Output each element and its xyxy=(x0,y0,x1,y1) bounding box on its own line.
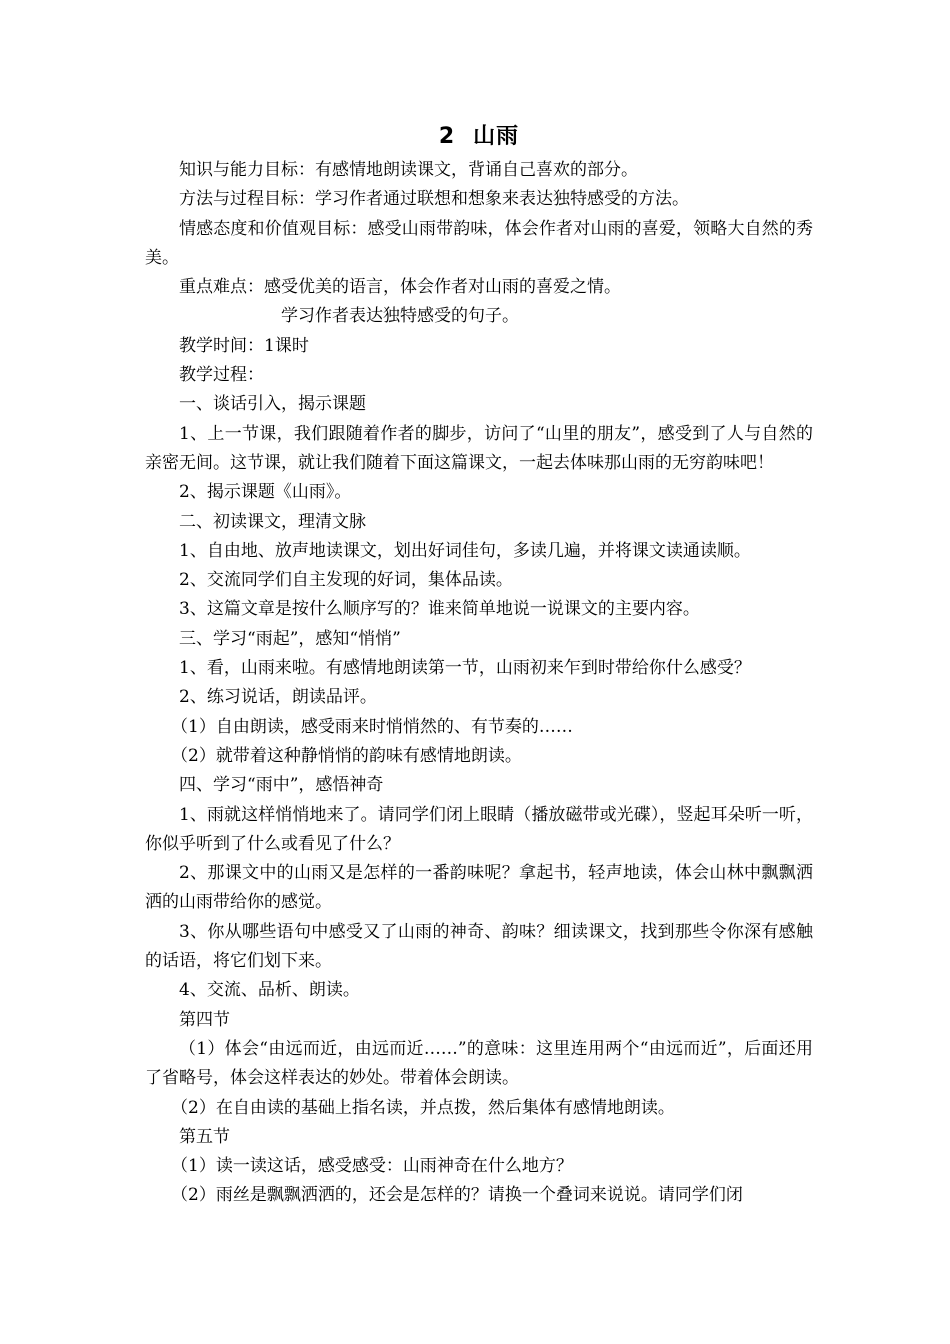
paragraph: 1、看，山雨来啦。有感情地朗读第一节，山雨初来乍到时带给你什么感受？ xyxy=(179,658,751,679)
paragraph: 2、练习说话，朗读品评。 xyxy=(179,687,377,708)
paragraph: 第五节 xyxy=(179,1126,230,1147)
paragraph: 学习作者表达独特感受的句子。 xyxy=(281,306,519,327)
paragraph: 三、学习“雨起”，感知“悄悄” xyxy=(179,628,401,649)
paragraph: 教学时间：1课时 xyxy=(179,335,309,356)
paragraph: 重点难点：感受优美的语言，体会作者对山雨的喜爱之情。 xyxy=(179,277,621,298)
paragraph: 1、雨就这样悄悄地来了。请同学们闭上眼睛（播放磁带或光碟），竖起耳朵听一听，你似乎听到了什么或看见了什么？ xyxy=(145,804,813,854)
paragraph: 1、上一节课，我们跟随着作者的脚步，访问了“山里的朋友”，感受到了人与自然的亲密无间。这节课，就让我们随着下面这篇课文，一起去体味那山雨的无穷韵味吧！ xyxy=(145,423,813,473)
paragraph: 4、交流、品析、朗读。 xyxy=(179,980,360,1001)
paragraph: （1）体会“由远而近，由远而近……”的意味：这里连用两个“由远而近”，后面还用了省略号，体会这样表达的妙处。带着体会朗读。 xyxy=(145,1038,813,1089)
paragraph: 方法与过程目标：学习作者通过联想和想象来表达独特感受的方法。 xyxy=(179,189,689,210)
paragraph: 2、揭示课题《山雨》。 xyxy=(179,482,352,503)
paragraph: 情感态度和价值观目标：感受山雨带韵味，体会作者对山雨的喜爱，领略大自然的秀美。 xyxy=(145,218,813,268)
paragraph: （1）读一读这话，感受感受：山雨神奇在什么地方？ xyxy=(171,1156,573,1177)
paragraph: 二、初读课文，理清文脉 xyxy=(179,511,366,532)
paragraph: （2）在自由读的基础上指名读，并点拨，然后集体有感情地朗读。 xyxy=(171,1097,675,1118)
paragraph: （2）就带着这种静悄悄的韵味有感情地朗读。 xyxy=(171,745,522,766)
paragraph: 3、你从哪些语句中感受又了山雨的神奇、韵味？细读课文，找到那些令你深有感触的话语，将它们划下来。 xyxy=(145,921,813,972)
paragraph: 教学过程： xyxy=(179,365,264,386)
paragraph: 2、那课文中的山雨又是怎样的一番韵味呢？拿起书，轻声地读，体会山林中飘飘洒洒的山雨带给你的感觉。 xyxy=(145,863,813,913)
lesson-number: 2 xyxy=(438,124,456,149)
paragraph: 3、这篇文章是按什么顺序写的？谁来简单地说一说课文的主要内容。 xyxy=(179,599,700,620)
document-body xyxy=(145,156,813,1211)
paragraph: 1、自由地、放声地读课文，划出好词佳句，多读几遍，并将课文读通读顺。 xyxy=(179,540,751,561)
document-title xyxy=(145,122,813,152)
paragraph: 一、谈话引入，揭示课题 xyxy=(179,394,366,415)
lesson-title: 山雨 xyxy=(473,124,520,149)
paragraph: 知识与能力目标：有感情地朗读课文，背诵自己喜欢的部分。 xyxy=(179,160,638,180)
paragraph: （2）雨丝是飘飘洒洒的，还会是怎样的？请换一个叠词来说说。请同学们闭 xyxy=(171,1185,743,1206)
document-page xyxy=(145,122,813,1211)
paragraph: 四、学习“雨中”，感悟神奇 xyxy=(179,775,384,796)
paragraph: 2、交流同学们自主发现的好词，集体品读。 xyxy=(179,570,513,591)
paragraph: （1）自由朗读，感受雨来时悄悄然的、有节奏的…… xyxy=(171,716,573,737)
paragraph: 第四节 xyxy=(179,1009,230,1030)
